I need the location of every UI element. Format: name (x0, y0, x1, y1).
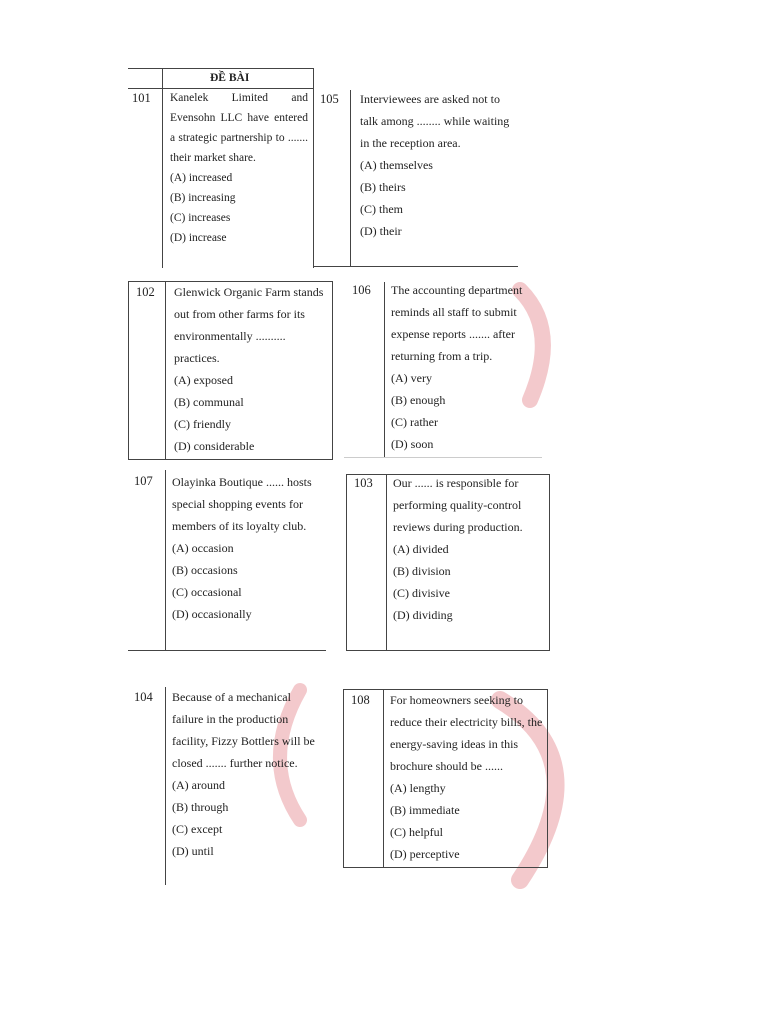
option-a: (A) very (391, 371, 432, 385)
question-103 (393, 472, 545, 626)
option-a: (A) divided (393, 542, 449, 556)
question-105 (360, 88, 515, 242)
option-d: (D) until (172, 844, 214, 858)
option-a: (A) exposed (174, 373, 233, 387)
question-104 (172, 686, 324, 862)
question-number: 106 (352, 283, 371, 297)
question-stem: Olayinka Boutique ...... hosts special shopping events for members of its loyalty club. (172, 475, 312, 533)
option-b: (B) through (172, 800, 229, 814)
option-a: (A) themselves (360, 158, 433, 172)
question-106 (391, 279, 541, 455)
question-stem: Because of a mechanical failure in the production facility, Fizzy Bottlers will be closed ....... further notice. (172, 690, 315, 770)
question-stem: Our ...... is responsible for performing quality-control reviews during production. (393, 476, 523, 534)
question-number: 103 (354, 476, 373, 490)
question-107 (172, 471, 324, 625)
option-d: (D) dividing (393, 608, 453, 622)
option-b: (B) division (393, 564, 451, 578)
option-b: (B) occasions (172, 563, 238, 577)
option-c: (C) increases (170, 212, 231, 224)
option-c: (C) rather (391, 415, 438, 429)
question-stem: Interviewees are asked not to talk among ........ while waiting in the reception area. (360, 92, 510, 150)
question-number: 105 (320, 92, 339, 106)
question-number: 104 (134, 690, 153, 704)
option-b: (B) theirs (360, 180, 406, 194)
option-b: (B) increasing (170, 192, 236, 204)
question-number: 102 (136, 285, 155, 299)
option-b: (B) communal (174, 395, 244, 409)
option-c: (C) helpful (390, 825, 443, 839)
option-d: (D) soon (391, 437, 434, 451)
option-d: (D) occasionally (172, 607, 252, 621)
option-a: (A) around (172, 778, 225, 792)
option-c: (C) them (360, 202, 403, 216)
question-number: 108 (351, 693, 370, 707)
question-stem: Glenwick Organic Farm stands out from other farms for its environmentally .......... practices. (174, 285, 324, 365)
option-c: (C) divisive (393, 586, 450, 600)
question-stem: The accounting department reminds all staff to submit expense reports ....... after returning from a trip. (391, 283, 523, 363)
option-d: (D) their (360, 224, 402, 238)
option-b: (B) immediate (390, 803, 460, 817)
option-d: (D) increase (170, 232, 227, 244)
option-a: (A) increased (170, 172, 233, 184)
question-stem: For homeowners seeking to reduce their electricity bills, the energy-saving ideas in this brochure should be ...... (390, 693, 543, 773)
question-stem: Kanelek Limited and Evensohn LLC have entered a strategic partnership to ....... their market share. (170, 92, 308, 164)
option-d: (D) considerable (174, 439, 255, 453)
option-d: (D) perceptive (390, 847, 460, 861)
question-101 (170, 88, 308, 248)
page-title: ĐỀ BÀI (210, 72, 250, 84)
option-a: (A) lengthy (390, 781, 446, 795)
question-number: 107 (134, 474, 153, 488)
question-108 (390, 689, 544, 865)
option-b: (B) enough (391, 393, 446, 407)
question-number: 101 (132, 91, 151, 105)
option-c: (C) friendly (174, 417, 231, 431)
question-102 (174, 281, 328, 457)
option-a: (A) occasion (172, 541, 234, 555)
option-c: (C) except (172, 822, 223, 836)
option-c: (C) occasional (172, 585, 242, 599)
